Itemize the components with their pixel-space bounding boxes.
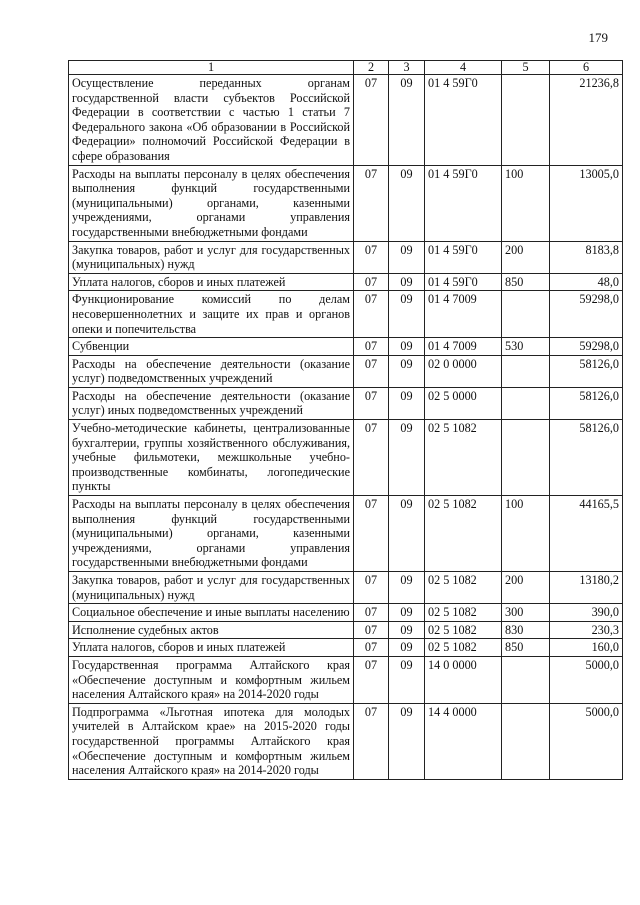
subsection-code-cell: 09	[389, 621, 425, 639]
expense-type-cell: 300	[502, 604, 550, 622]
expense-type-cell	[502, 291, 550, 338]
item-name-cell: Уплата налогов, сборов и иных платежей	[69, 639, 354, 657]
subsection-code-cell: 09	[389, 75, 425, 166]
subsection-code-cell: 09	[389, 639, 425, 657]
table-row	[69, 572, 623, 604]
header-cell: 6	[550, 61, 623, 75]
subsection-code-cell: 09	[389, 241, 425, 273]
item-name-cell: Функционирование комиссий по делам несовершеннолетних и защите их прав и органов опеки и попечительства	[69, 291, 354, 338]
amount-cell: 8183,8	[550, 241, 623, 273]
section-code-cell: 07	[354, 604, 389, 622]
target-article-cell: 02 5 0000	[425, 387, 502, 419]
target-article-cell: 02 5 1082	[425, 604, 502, 622]
table-row	[69, 639, 623, 657]
header-cell: 3	[389, 61, 425, 75]
expense-type-cell	[502, 656, 550, 703]
expense-type-cell: 530	[502, 338, 550, 356]
target-article-cell: 01 4 59Г0	[425, 273, 502, 291]
section-code-cell: 07	[354, 621, 389, 639]
section-code-cell: 07	[354, 75, 389, 166]
amount-cell: 230,3	[550, 621, 623, 639]
table-row	[69, 496, 623, 572]
amount-cell: 5000,0	[550, 656, 623, 703]
table-row	[69, 241, 623, 273]
expense-type-cell: 830	[502, 621, 550, 639]
table-row	[69, 75, 623, 166]
page-number: 179	[588, 30, 608, 45]
target-article-cell: 01 4 59Г0	[425, 75, 502, 166]
amount-cell: 58126,0	[550, 420, 623, 496]
amount-cell: 58126,0	[550, 387, 623, 419]
table-row	[69, 604, 623, 622]
target-article-cell: 02 5 1082	[425, 572, 502, 604]
subsection-code-cell: 09	[389, 355, 425, 387]
subsection-code-cell: 09	[389, 338, 425, 356]
target-article-cell: 02 0 0000	[425, 355, 502, 387]
header-cell: 4	[425, 61, 502, 75]
header-cell: 2	[354, 61, 389, 75]
budget-table	[68, 60, 623, 780]
amount-cell: 58126,0	[550, 355, 623, 387]
table-row	[69, 387, 623, 419]
item-name-cell: Расходы на обеспечение деятельности (оказание услуг) иных подведомственных учреждений	[69, 387, 354, 419]
item-name-cell: Осуществление переданных органам государственной власти субъектов Российской Федерации в соответствии с частью 1 статьи 7 Федерального закона «Об образовании в Российской Федерации» полномочий Российской Федерации в сфере образования	[69, 75, 354, 166]
expense-type-cell: 200	[502, 241, 550, 273]
table-row	[69, 273, 623, 291]
amount-cell: 44165,5	[550, 496, 623, 572]
item-name-cell: Закупка товаров, работ и услуг для государственных (муниципальных) нужд	[69, 241, 354, 273]
subsection-code-cell: 09	[389, 165, 425, 241]
item-name-cell: Подпрограмма «Льготная ипотека для молодых учителей в Алтайском крае» на 2015-2020 годы государственной программы Алтайского края «Обеспечение доступным и комфортным жильем населения Алтайского края» на 2014-2020 годы	[69, 703, 354, 779]
expense-type-cell	[502, 420, 550, 496]
subsection-code-cell: 09	[389, 656, 425, 703]
expense-type-cell	[502, 75, 550, 166]
section-code-cell: 07	[354, 639, 389, 657]
expense-type-cell	[502, 387, 550, 419]
amount-cell: 59298,0	[550, 291, 623, 338]
table-row	[69, 703, 623, 779]
table-row	[69, 165, 623, 241]
amount-cell: 5000,0	[550, 703, 623, 779]
amount-cell: 13005,0	[550, 165, 623, 241]
section-code-cell: 07	[354, 496, 389, 572]
target-article-cell: 01 4 59Г0	[425, 241, 502, 273]
section-code-cell: 07	[354, 273, 389, 291]
header-row	[69, 61, 623, 75]
expense-type-cell: 200	[502, 572, 550, 604]
target-article-cell: 14 0 0000	[425, 656, 502, 703]
section-code-cell: 07	[354, 420, 389, 496]
subsection-code-cell: 09	[389, 420, 425, 496]
table-row	[69, 420, 623, 496]
section-code-cell: 07	[354, 387, 389, 419]
target-article-cell: 01 4 7009	[425, 338, 502, 356]
item-name-cell: Субвенции	[69, 338, 354, 356]
expense-type-cell: 850	[502, 273, 550, 291]
target-article-cell: 02 5 1082	[425, 496, 502, 572]
header-cell: 5	[502, 61, 550, 75]
target-article-cell: 02 5 1082	[425, 621, 502, 639]
subsection-code-cell: 09	[389, 703, 425, 779]
section-code-cell: 07	[354, 338, 389, 356]
expense-type-cell: 100	[502, 165, 550, 241]
table-row	[69, 338, 623, 356]
item-name-cell: Расходы на выплаты персоналу в целях обеспечения выполнения функций государственными (муниципальными) органами, казенными учреждениями, органами управления государственными внебюджетными фондами	[69, 165, 354, 241]
item-name-cell: Исполнение судебных актов	[69, 621, 354, 639]
item-name-cell: Закупка товаров, работ и услуг для государственных (муниципальных) нужд	[69, 572, 354, 604]
section-code-cell: 07	[354, 355, 389, 387]
amount-cell: 160,0	[550, 639, 623, 657]
subsection-code-cell: 09	[389, 604, 425, 622]
table-row	[69, 656, 623, 703]
subsection-code-cell: 09	[389, 273, 425, 291]
item-name-cell: Социальное обеспечение и иные выплаты населению	[69, 604, 354, 622]
item-name-cell: Расходы на выплаты персоналу в целях обеспечения выполнения функций государственными (муниципальными) органами, казенными учреждениями, органами управления государственными внебюджетными фондами	[69, 496, 354, 572]
target-article-cell: 02 5 1082	[425, 420, 502, 496]
section-code-cell: 07	[354, 703, 389, 779]
section-code-cell: 07	[354, 656, 389, 703]
item-name-cell: Учебно-методические кабинеты, централизованные бухгалтерии, группы хозяйственного обслуживания, учебные фильмотеки, межшкольные учебно-производственные комбинаты, логопедические пункты	[69, 420, 354, 496]
subsection-code-cell: 09	[389, 387, 425, 419]
amount-cell: 21236,8	[550, 75, 623, 166]
target-article-cell: 01 4 7009	[425, 291, 502, 338]
expense-type-cell: 850	[502, 639, 550, 657]
table-row	[69, 621, 623, 639]
header-cell: 1	[69, 61, 354, 75]
section-code-cell: 07	[354, 291, 389, 338]
table-row	[69, 291, 623, 338]
amount-cell: 48,0	[550, 273, 623, 291]
subsection-code-cell: 09	[389, 291, 425, 338]
amount-cell: 13180,2	[550, 572, 623, 604]
target-article-cell: 02 5 1082	[425, 639, 502, 657]
subsection-code-cell: 09	[389, 572, 425, 604]
amount-cell: 59298,0	[550, 338, 623, 356]
item-name-cell: Уплата налогов, сборов и иных платежей	[69, 273, 354, 291]
target-article-cell: 14 4 0000	[425, 703, 502, 779]
item-name-cell: Расходы на обеспечение деятельности (оказание услуг) подведомственных учреждений	[69, 355, 354, 387]
expense-type-cell: 100	[502, 496, 550, 572]
expense-type-cell	[502, 355, 550, 387]
table-row	[69, 355, 623, 387]
amount-cell: 390,0	[550, 604, 623, 622]
section-code-cell: 07	[354, 165, 389, 241]
subsection-code-cell: 09	[389, 496, 425, 572]
target-article-cell: 01 4 59Г0	[425, 165, 502, 241]
section-code-cell: 07	[354, 572, 389, 604]
item-name-cell: Государственная программа Алтайского края «Обеспечение доступным и комфортным жильем населения Алтайского края» на 2014-2020 годы	[69, 656, 354, 703]
expense-type-cell	[502, 703, 550, 779]
section-code-cell: 07	[354, 241, 389, 273]
